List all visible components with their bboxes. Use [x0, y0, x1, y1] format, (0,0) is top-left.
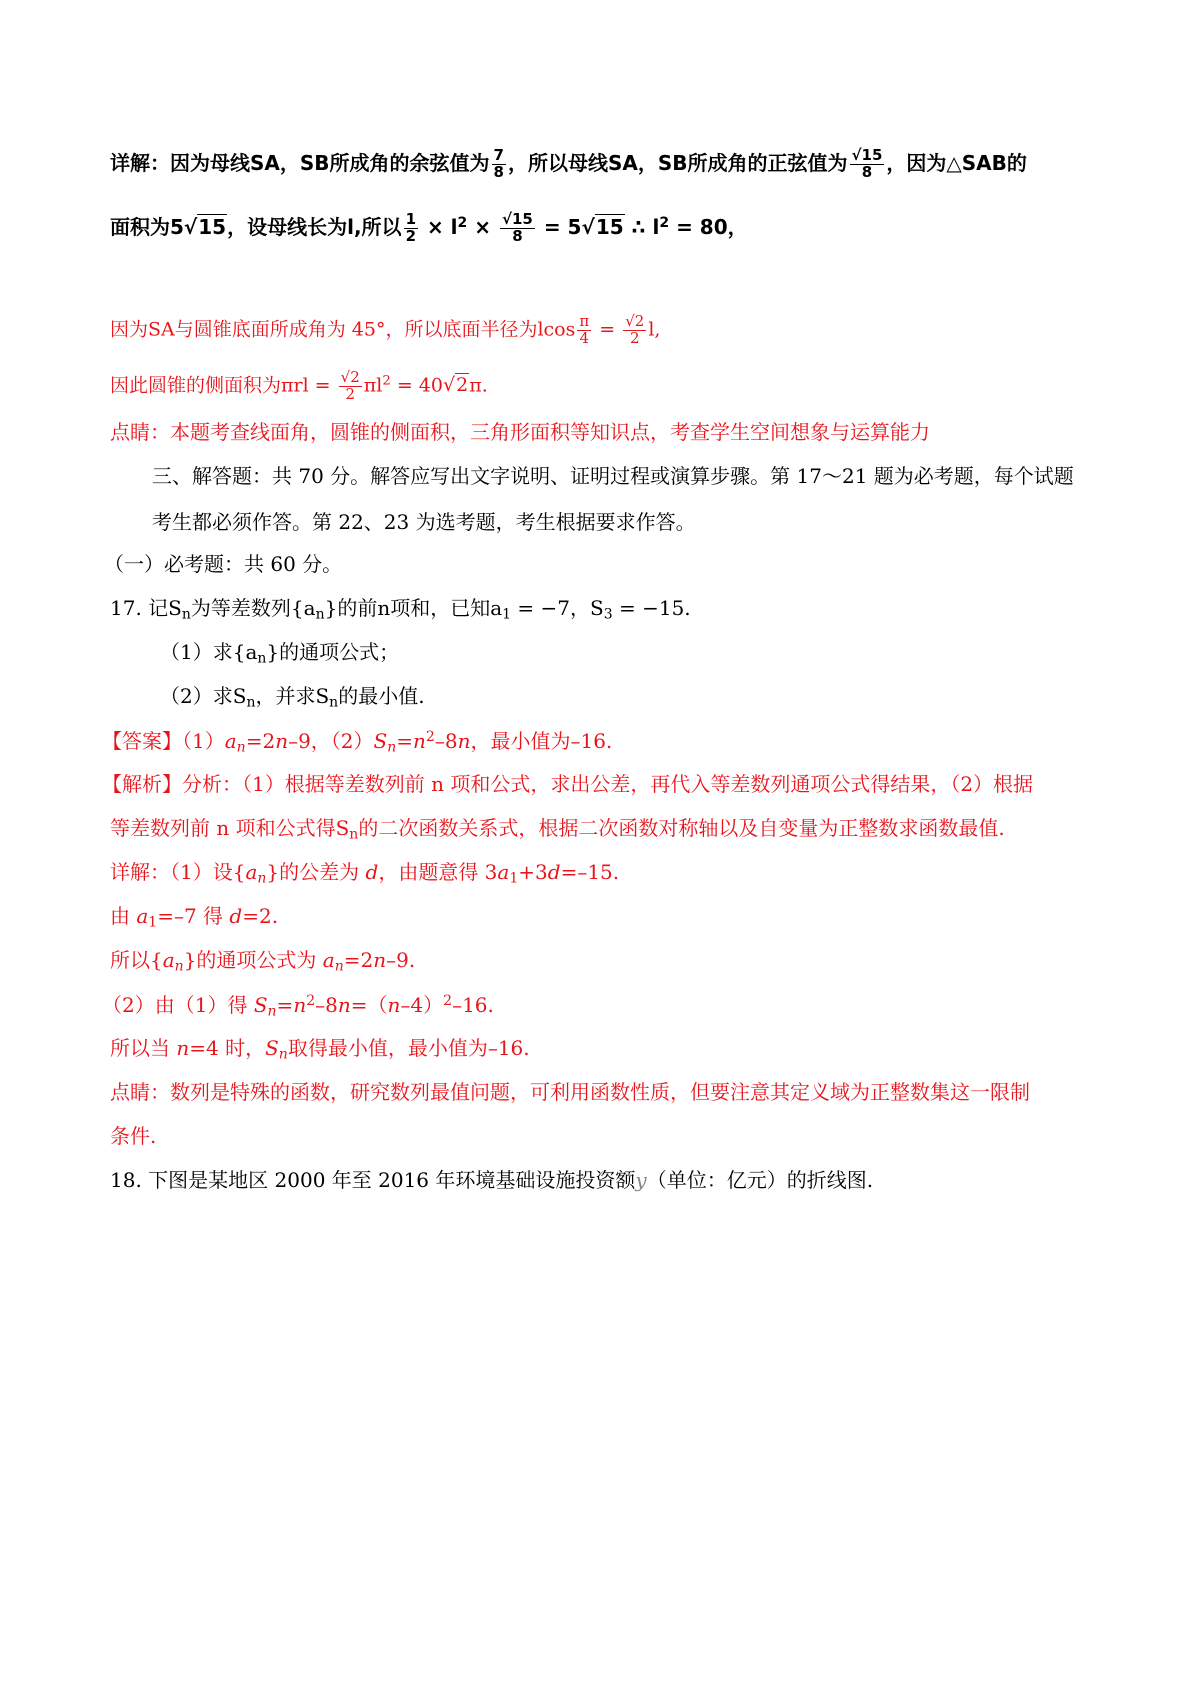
exponent: 2	[443, 993, 453, 1009]
radicand: 15	[861, 146, 883, 164]
fraction-numerator: 7	[493, 146, 504, 164]
var: a	[245, 860, 258, 884]
text: 18. 下图是某地区 2000 年至 2016 年环境基础设施投资额	[110, 1168, 636, 1192]
text: πl	[363, 374, 383, 397]
text: 的二次函数关系式，根据二次函数对称轴以及自变量为正整数求函数最值.	[358, 816, 1005, 840]
text: （单位：亿元）的折线图.	[646, 1168, 874, 1192]
problem-17-comment-line-2: 条件.	[110, 1124, 157, 1148]
text: 取得最小值，最小值为–16.	[287, 1036, 530, 1060]
problem-18-stem	[110, 1170, 873, 1190]
radicand: 2	[456, 374, 469, 397]
text: =	[593, 318, 622, 341]
var: a	[162, 948, 175, 972]
text: =4 时，	[189, 1036, 266, 1060]
fraction-numerator: √2	[340, 368, 360, 386]
problem-17-detail-line-4	[102, 994, 494, 1019]
var: n	[387, 993, 401, 1017]
text: ∴ l	[624, 214, 660, 239]
fraction-half	[404, 212, 418, 245]
solution-16-line-1	[110, 148, 1027, 181]
text: 详解：因为母线SA，SB所成角的余弦值为	[110, 150, 490, 175]
text: π.	[469, 374, 488, 397]
fraction-denominator: 8	[493, 162, 504, 181]
text: 面积为5	[110, 214, 184, 239]
text: 所以当	[110, 1036, 177, 1060]
text: 所以{	[110, 948, 163, 972]
var: a	[224, 729, 237, 753]
text: l,	[648, 318, 661, 341]
text: ，所以母线SA，SB所成角的正弦值为	[507, 150, 848, 175]
var: d	[229, 904, 243, 928]
var: y	[635, 1168, 647, 1192]
subscript: n	[246, 694, 256, 711]
problem-17-q1	[160, 642, 399, 666]
exponent: 2	[306, 993, 316, 1009]
fraction-denominator: 4	[579, 328, 590, 347]
fraction-numerator: √15	[501, 210, 533, 228]
radicand: 2	[350, 368, 360, 386]
fraction-sqrt15-over-8	[500, 212, 535, 245]
text: （2）求S	[160, 684, 247, 708]
solution-16-comment: 点睛：本题考查线面角，圆锥的侧面积，三角形面积等知识点，考查学生空间想象与运算能力	[110, 420, 930, 444]
var: d	[547, 860, 561, 884]
text: –9，（2）	[288, 729, 374, 753]
var: n	[293, 993, 307, 1017]
subscript: n	[257, 870, 267, 887]
triangle-symbol: △	[946, 150, 962, 175]
subscript: n	[174, 958, 184, 975]
subscript: 1	[509, 870, 519, 887]
var: a	[136, 904, 149, 928]
sqrt: √15	[183, 214, 227, 239]
sqrt: √15	[581, 214, 624, 239]
subscript: n	[278, 1046, 288, 1063]
text: –4）	[400, 993, 444, 1017]
problem-17-answer	[102, 730, 612, 755]
text: （2）由（1）得	[102, 993, 254, 1017]
radicand: 15	[512, 210, 533, 228]
exponent: 2	[382, 373, 391, 389]
fraction-numerator: √2	[625, 312, 645, 330]
text: }的通项公式为	[183, 948, 323, 972]
text: ，由题意得 3	[378, 860, 498, 884]
text: 等差数列前 n 项和公式得S	[110, 816, 350, 840]
text: = −7，S	[511, 596, 604, 620]
text: 17. 记S	[110, 596, 182, 620]
problem-17-detail-line-2	[110, 906, 278, 930]
section-3-heading-cont: 考生都必须作答。第 22、23 为选考题，考生根据要求作答。	[152, 510, 696, 534]
var: n	[373, 948, 387, 972]
var: d	[365, 860, 379, 884]
text: =2.	[242, 904, 279, 928]
var: n	[275, 729, 289, 753]
text: × l	[420, 214, 458, 239]
text: =2	[245, 729, 276, 753]
subscript: n	[387, 739, 397, 756]
text: 详解：（1）设{	[110, 860, 246, 884]
fraction-denominator: 2	[345, 384, 355, 403]
subscript: 1	[148, 914, 158, 931]
fraction-denominator: 8	[512, 226, 523, 245]
problem-17-comment-line-1: 点睛：数列是特殊的函数，研究数列最值问题，可利用函数性质，但要注意其定义域为正整数集这一限制	[110, 1080, 1030, 1104]
var: a	[497, 860, 510, 884]
text: ，并求S	[255, 684, 330, 708]
text: }的前n项和，已知a	[324, 596, 503, 620]
exponent: 2	[425, 729, 435, 745]
text: –8	[434, 729, 458, 753]
fraction-denominator: 8	[861, 162, 873, 181]
fraction-numerator: 1	[405, 210, 416, 228]
section-3-heading: 三、解答题：共 70 分。解答应写出文字说明、证明过程或演算步骤。第 17～21 题为必考题，每个试题	[152, 464, 1074, 488]
problem-17-detail-line-3	[110, 950, 415, 974]
radicand: 15	[198, 214, 227, 239]
text: }的通项公式；	[266, 640, 400, 664]
fraction-denominator: 2	[405, 226, 416, 245]
radicand: 2	[634, 312, 645, 330]
var: n	[337, 993, 351, 1017]
exponent: 2	[659, 214, 670, 231]
fraction-cos	[492, 148, 506, 181]
text: = 5	[536, 214, 582, 239]
text: =–7 得	[157, 904, 230, 928]
problem-17-analysis-line-1: 【解析】分析：（1）根据等差数列前 n 项和公式，求出公差，再代入等差数列通项公式得结果，（2）根据	[102, 772, 1034, 796]
subscript: n	[315, 606, 325, 623]
text: = 80，	[669, 214, 748, 239]
sqrt: √2	[443, 374, 469, 397]
text: 的最小值.	[338, 684, 425, 708]
text: 由	[110, 904, 137, 928]
text: ，因为	[886, 150, 947, 175]
text: }的公差为	[266, 860, 366, 884]
text: =–15.	[560, 860, 620, 884]
text: = 40	[390, 374, 443, 397]
subscript: n	[334, 958, 344, 975]
var: S	[265, 1036, 279, 1060]
text: –8	[315, 993, 338, 1017]
text: 因为SA与圆锥底面所成角为 45°，所以底面半径为lcos	[110, 318, 576, 341]
var: S	[253, 993, 268, 1017]
solution-16-line-4	[110, 370, 488, 403]
var: n	[457, 729, 471, 753]
fraction-numerator: √15	[851, 146, 883, 164]
fraction-denominator: 2	[630, 328, 640, 347]
text: = −15.	[612, 596, 691, 620]
text: 因此圆锥的侧面积为πrl =	[110, 374, 337, 397]
radicand: 15	[595, 214, 624, 239]
text: –9.	[386, 948, 416, 972]
text: =	[396, 729, 414, 753]
problem-17-q2	[160, 686, 425, 710]
subscript: 1	[502, 606, 512, 623]
subscript: n	[236, 739, 246, 756]
subscript: n	[181, 606, 191, 623]
problem-17-detail-line-1	[110, 862, 619, 886]
subscript: n	[329, 694, 339, 711]
fraction-sin	[850, 148, 885, 181]
problem-17-stem	[110, 598, 691, 622]
text: SAB的	[961, 150, 1027, 175]
required-questions-heading: （一）必考题：共 60 分。	[104, 552, 343, 576]
text: 为等差数列{a	[190, 596, 316, 620]
subscript: n	[349, 826, 359, 843]
var: n	[176, 1036, 190, 1060]
answer-tag: 【答案】	[102, 729, 182, 753]
fraction-sqrt2-over-2	[339, 370, 362, 403]
solution-16-line-3	[110, 314, 660, 347]
text: +3	[518, 860, 548, 884]
text: （1）	[182, 729, 225, 753]
subscript: n	[267, 1003, 277, 1020]
fraction-sqrt2-over-2	[623, 314, 646, 347]
problem-17-analysis-line-2	[110, 818, 1005, 842]
var: a	[322, 948, 335, 972]
solution-16-line-2	[110, 212, 748, 245]
subscript: n	[257, 650, 267, 667]
text: =	[276, 993, 294, 1017]
text: ×	[467, 214, 498, 239]
text: ，设母线长为l,所以	[227, 214, 402, 239]
var: S	[373, 729, 388, 753]
text: –16.	[452, 993, 494, 1017]
exponent: 2	[457, 214, 468, 231]
fraction-numerator: π	[579, 312, 590, 330]
text: =2	[343, 948, 374, 972]
var: n	[413, 729, 426, 753]
text: （1）求{a	[160, 640, 258, 664]
text: ，最小值为–16.	[470, 729, 613, 753]
subscript: 3	[603, 606, 613, 623]
problem-17-detail-line-5	[110, 1038, 530, 1062]
text: =（	[350, 993, 388, 1017]
fraction-pi-over-4	[577, 314, 591, 347]
